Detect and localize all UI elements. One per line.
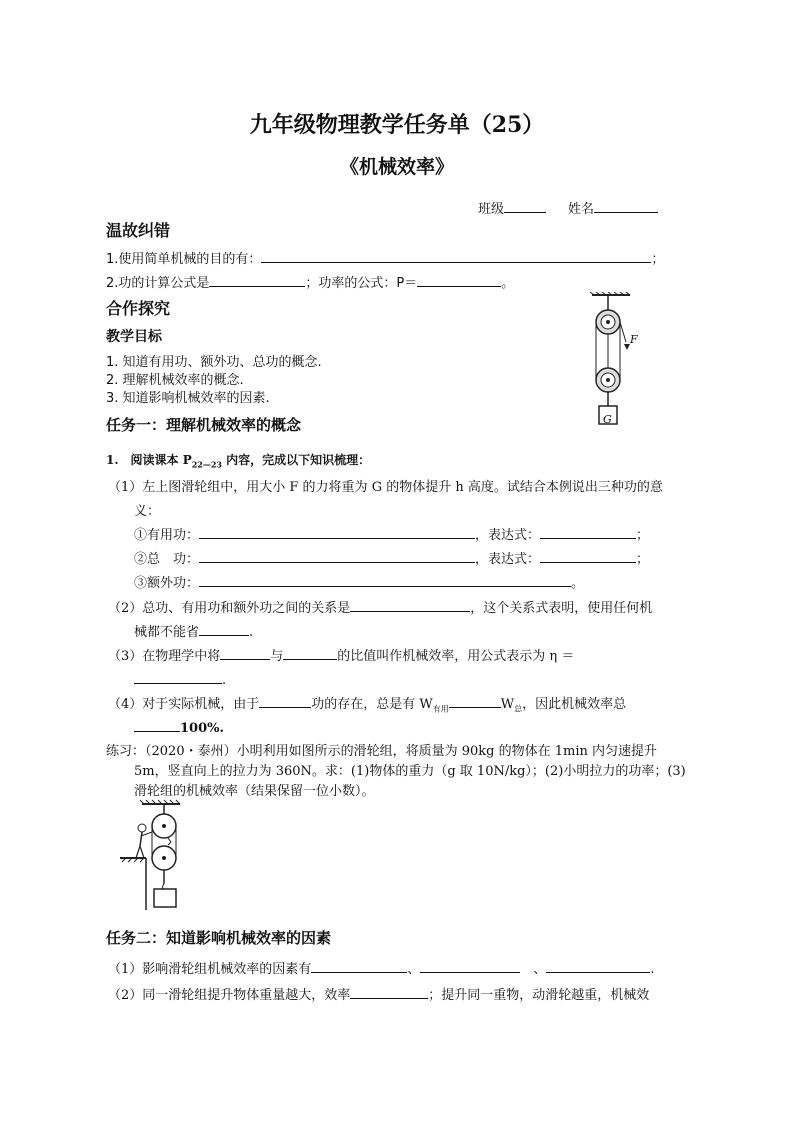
compare-blank[interactable]	[449, 693, 501, 708]
exercise-line-1: 练习：（2020・泰州）小明利用如图所示的滑轮组，将质量为 90kg 的物体在 1min 内匀速提升	[106, 744, 657, 759]
total-expr-blank[interactable]	[540, 548, 636, 563]
name-label: 姓名	[568, 202, 595, 217]
goal-1: 1. 知道有用功、额外功、总功的概念.	[106, 355, 322, 370]
task1-item2-line2: 械都不能省 .	[134, 621, 253, 640]
task2-heading: 任务二：知道影响机械效率的因素	[106, 929, 332, 947]
task1-item3-line1: （3）在物理学中将 与 的比值叫作机械效率，用公式表示为 η ＝	[108, 645, 574, 664]
useful-work-blank[interactable]	[199, 524, 475, 539]
page-title: 九年级物理教学任务单（25）	[249, 112, 545, 138]
total-work-blank[interactable]	[199, 548, 475, 563]
review-heading: 温故纠错	[106, 221, 171, 240]
extra-work-row: ③额外功： 。	[134, 572, 584, 591]
goal-2: 2. 理解机械效率的概念.	[106, 373, 244, 388]
task1-item1-line1: （1）左上图滑轮组中，用大小 F 的力将重为 G 的物体提升 h 高度。试结合本例说出三种功的意	[108, 480, 663, 495]
class-blank[interactable]	[504, 198, 546, 213]
task2-item1: （1）影响滑轮组机械效率的因素有 、 、 .	[108, 958, 654, 977]
review-q1: 1.使用简单机械的目的有： ；	[106, 248, 664, 267]
task1-heading: 任务一：理解机械效率的概念	[106, 416, 302, 434]
class-label: 班级	[478, 202, 505, 217]
weight-label: G	[603, 413, 612, 426]
useful-work-row: ①有用功： ，表达式： ；	[134, 524, 649, 543]
factor-blank-3[interactable]	[546, 958, 650, 973]
goals-heading: 教学目标	[106, 329, 162, 345]
ratio-blank-1[interactable]	[220, 645, 270, 660]
pulley-figure-1	[580, 292, 650, 432]
efficiency-trend-blank[interactable]	[350, 984, 428, 999]
exercise-line-2: 5m，竖直向上的拉力为 360N。求：(1)物体的重力（g 取 10N/kg）；(2)小明拉力的功率；(3)	[134, 764, 686, 779]
total-work-row: ②总 功： ，表达式： ；	[134, 548, 649, 567]
force-label: F	[630, 333, 638, 346]
factor-blank-2[interactable]	[420, 958, 520, 973]
q2-power-blank[interactable]	[417, 272, 501, 287]
q2-work-blank[interactable]	[209, 272, 305, 287]
q1-blank[interactable]	[261, 248, 651, 263]
pulley-figure-2	[120, 798, 190, 912]
factor-blank-1[interactable]	[311, 958, 407, 973]
name-field[interactable]	[568, 198, 658, 217]
page-subtitle: 《机械效率》	[339, 156, 454, 178]
task1-item4-line2: 100%.	[134, 717, 224, 736]
task1-read: 1. 阅读课本 $P_{22—23}$ 内容，完成以下知识梳理：	[106, 453, 371, 470]
task2-item2: （2）同一滑轮组提升物体重量越大，效率 ；提升同一重物，动滑轮越重，机械效	[108, 984, 649, 1003]
extra-work-blank[interactable]	[199, 572, 571, 587]
task1-item1-line2: 义：	[134, 504, 161, 519]
task1-item4-line1: （4）对于实际机械，由于 功的存在，总是有 $W_{有用}$ $W_总$，因此机械效率总	[108, 693, 626, 715]
relation-blank[interactable]	[350, 597, 470, 612]
task1-item2-line1: （2）总功、有用功和额外功之间的关系是 ，这个关系式表明，使用任何机	[108, 597, 652, 616]
formula-blank[interactable]	[134, 669, 222, 684]
save-blank[interactable]	[199, 621, 249, 636]
class-field[interactable]	[478, 198, 546, 217]
extra-cause-blank[interactable]	[259, 693, 311, 708]
task1-item3-line2: .	[134, 669, 226, 688]
ratio-blank-2[interactable]	[283, 645, 337, 660]
explore-heading: 合作探究	[106, 299, 171, 318]
goal-3: 3. 知道影响机械效率的因素.	[106, 391, 270, 406]
review-q2: 2.功的计算公式是 ；功率的公式：P＝ 。	[106, 272, 514, 291]
exercise-line-3: 滑轮组的机械效率（结果保留一位小数）。	[134, 784, 375, 799]
useful-expr-blank[interactable]	[540, 524, 636, 539]
name-blank[interactable]	[594, 198, 658, 213]
efficiency-compare-blank[interactable]	[134, 717, 180, 732]
